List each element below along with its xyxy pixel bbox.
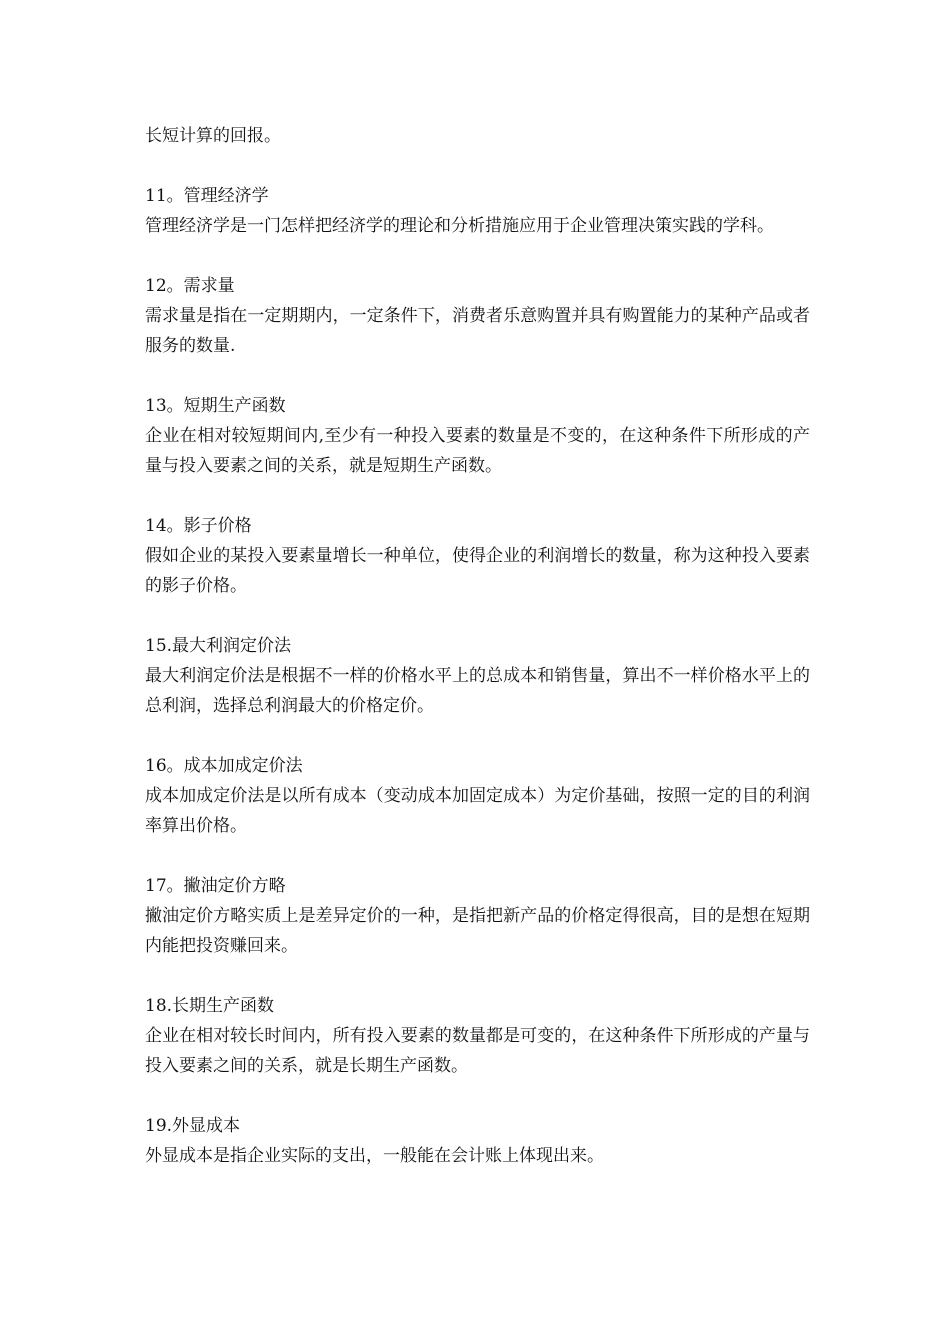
term-definition: 企业在相对较长时间内，所有投入要素的数量都是可变的，在这种条件下所形成的产量与投入要素之间的关系，就是长期生产函数。 [145, 1026, 810, 1076]
entry-18 [145, 991, 810, 1081]
term-definition: 撇油定价方略实质上是差异定价的一种，是指把新产品的价格定得很高，目的是想在短期内能把投资赚回来。 [145, 906, 810, 956]
document-page [145, 121, 810, 1171]
intro-text: 长短计算的回报。 [145, 126, 281, 146]
term-title: 18.长期生产函数 [145, 996, 275, 1016]
term-title: 12。需求量 [145, 276, 235, 296]
entry-14 [145, 511, 810, 601]
term-title: 14。影子价格 [145, 516, 252, 536]
term-title: 17。撇油定价方略 [145, 876, 286, 896]
entry-15 [145, 631, 810, 721]
term-title: 11。管理经济学 [145, 186, 269, 206]
term-definition: 最大利润定价法是根据不一样的价格水平上的总成本和销售量，算出不一样价格水平上的总利润，选择总利润最大的价格定价。 [145, 666, 810, 716]
entry-19 [145, 1111, 810, 1171]
term-title: 13。短期生产函数 [145, 396, 286, 416]
term-definition: 外显成本是指企业实际的支出，一般能在会计账上体现出来。 [145, 1146, 604, 1166]
entry-12 [145, 271, 810, 361]
term-title: 19.外显成本 [145, 1116, 241, 1136]
term-definition: 企业在相对较短期间内,至少有一种投入要素的数量是不变的，在这种条件下所形成的产量与投入要素之间的关系，就是短期生产函数。 [145, 426, 810, 476]
term-definition: 需求量是指在一定期期内，一定条件下，消费者乐意购置并具有购置能力的某种产品或者服务的数量. [145, 306, 810, 356]
term-title: 15.最大利润定价法 [145, 636, 292, 656]
term-definition: 成本加成定价法是以所有成本（变动成本加固定成本）为定价基础，按照一定的目的利润率算出价格。 [145, 786, 810, 836]
entry-11 [145, 181, 810, 241]
term-definition: 管理经济学是一门怎样把经济学的理论和分析措施应用于企业管理决策实践的学科。 [145, 216, 774, 236]
entry-17 [145, 871, 810, 961]
entry-16 [145, 751, 810, 841]
term-definition: 假如企业的某投入要素量增长一种单位，使得企业的利润增长的数量，称为这种投入要素的影子价格。 [145, 546, 810, 596]
term-title: 16。成本加成定价法 [145, 756, 303, 776]
entry-13 [145, 391, 810, 481]
